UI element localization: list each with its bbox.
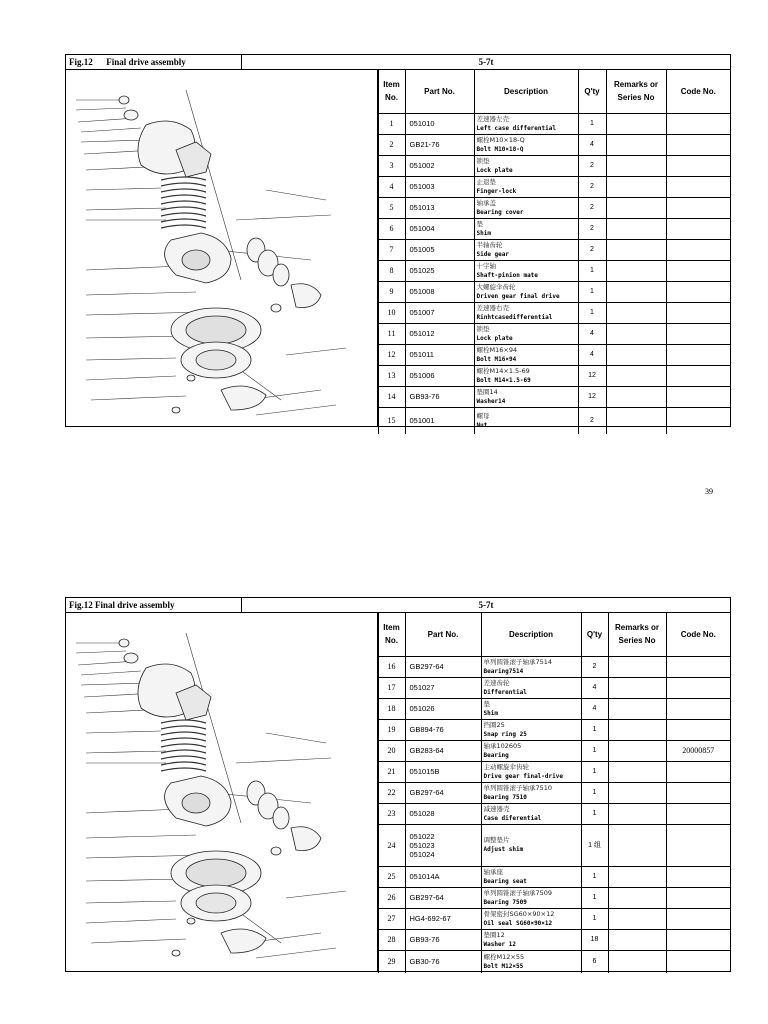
description-english: Bearing 7509	[483, 898, 527, 906]
table-row	[378, 929, 730, 950]
item-no-cell: 11	[378, 323, 405, 344]
remarks-cell	[608, 824, 666, 866]
qty-cell: 2	[578, 197, 606, 218]
code-no-cell	[666, 761, 730, 782]
qty-cell: 1	[581, 782, 608, 803]
description-chinese: 螺栓M14×1.5-69	[476, 366, 530, 375]
table-row	[378, 698, 730, 719]
table-row	[378, 719, 730, 740]
remarks-cell	[606, 134, 666, 155]
table-row	[378, 155, 730, 176]
description-chinese: 大螺旋伞齿轮	[476, 282, 516, 291]
description-english: Differential	[483, 688, 527, 696]
remarks-cell	[608, 719, 666, 740]
description-cell	[474, 239, 578, 260]
description-english: Rinhtcasedifferential	[476, 313, 553, 321]
description-english: Drive gear final-drive	[483, 772, 563, 780]
qty-cell: 4	[581, 677, 608, 698]
model-label: 5-7t	[478, 57, 494, 67]
part-no-cell: 051007	[405, 302, 474, 323]
description-cell	[481, 656, 581, 677]
description-english: Bearing7514	[483, 667, 524, 675]
part-no-cell: 051004	[405, 218, 474, 239]
description-cell	[481, 950, 581, 973]
description-chinese: 十字轴	[476, 261, 496, 270]
table-row	[378, 950, 730, 973]
description-english: Lock plate	[476, 166, 513, 174]
qty-cell: 1	[581, 803, 608, 824]
item-no-cell: 2	[378, 134, 405, 155]
qty-cell: 1	[578, 281, 606, 302]
item-no-cell: 5	[378, 197, 405, 218]
description-chinese: 骨架密封SG60×90×12	[483, 909, 555, 918]
description-cell	[474, 365, 578, 386]
part-no-cell: GB297-64	[405, 782, 481, 803]
description-chinese: 垫	[476, 219, 483, 228]
code-no-cell	[666, 113, 730, 134]
description-english: Bearing cover	[476, 208, 524, 216]
description-chinese: 垫	[483, 699, 490, 708]
part-no-cell: 051001	[405, 407, 474, 434]
parts-table-2	[378, 613, 731, 973]
code-no-cell	[666, 719, 730, 740]
remarks-cell	[606, 239, 666, 260]
item-no-cell: 6	[378, 218, 405, 239]
part-no-cell: 051027	[405, 677, 481, 698]
code-no-cell	[666, 155, 730, 176]
col-item-no: Item No.	[378, 613, 405, 656]
table-header-row	[378, 70, 730, 113]
qty-cell: 1	[581, 887, 608, 908]
code-no-cell	[666, 134, 730, 155]
description-english: Bearing seat	[483, 877, 527, 885]
item-no-cell: 24	[378, 824, 405, 866]
part-no-cell: GB297-64	[405, 887, 481, 908]
description-cell	[474, 197, 578, 218]
table-row	[378, 407, 730, 434]
qty-cell: 1	[578, 302, 606, 323]
code-no-cell	[666, 365, 730, 386]
description-english: Bolt M10×18-Q	[476, 145, 524, 153]
table-row	[378, 677, 730, 698]
description-chinese: 止退垫	[476, 177, 496, 186]
part-no-cell: GB894-76	[405, 719, 481, 740]
code-no-cell	[666, 407, 730, 434]
description-cell	[481, 929, 581, 950]
remarks-cell	[608, 740, 666, 761]
description-cell	[481, 719, 581, 740]
description-cell	[481, 887, 581, 908]
description-cell	[481, 698, 581, 719]
qty-cell: 1	[578, 260, 606, 281]
table-row	[378, 218, 730, 239]
qty-cell: 1	[581, 761, 608, 782]
description-chinese: 差速齿轮	[483, 678, 510, 687]
description-english: Bearing	[483, 751, 509, 759]
code-no-cell	[666, 656, 730, 677]
qty-cell: 4	[581, 698, 608, 719]
description-chinese: 轴承102605	[483, 741, 522, 750]
description-chinese: 轴承盖	[476, 198, 496, 207]
item-no-cell: 18	[378, 698, 405, 719]
description-cell	[474, 155, 578, 176]
description-chinese: 减速器壳	[483, 804, 510, 813]
description-cell	[474, 176, 578, 197]
part-no-cell: 051008	[405, 281, 474, 302]
col-description: Description	[474, 70, 578, 113]
part-no-cell: 051013	[405, 197, 474, 218]
description-cell	[474, 323, 578, 344]
code-no-cell	[666, 281, 730, 302]
qty-cell: 4	[578, 134, 606, 155]
qty-cell: 2	[581, 656, 608, 677]
description-english: Case diferential	[483, 814, 542, 822]
table-row	[378, 344, 730, 365]
figure-title: Fig.12 Final drive assembly	[66, 598, 242, 612]
code-no-cell	[666, 950, 730, 973]
description-chinese: 半轴齿轮	[476, 240, 503, 249]
table-row	[378, 866, 730, 887]
description-english: Adjust shim	[483, 846, 524, 853]
code-no-cell	[666, 698, 730, 719]
qty-cell: 4	[578, 323, 606, 344]
remarks-cell	[608, 929, 666, 950]
part-no-cell: GB21-76	[405, 134, 474, 155]
part-no-cell: GB30-76	[405, 950, 481, 973]
table-row	[378, 176, 730, 197]
item-no-cell: 12	[378, 344, 405, 365]
qty-cell: 2	[578, 218, 606, 239]
description-english: Driven gear final drive	[476, 292, 560, 300]
description-cell	[474, 302, 578, 323]
item-no-cell: 25	[378, 866, 405, 887]
col-item-no: Item No.	[378, 70, 405, 113]
remarks-cell	[608, 656, 666, 677]
part-no-cell: GB93-76	[405, 386, 474, 407]
code-no-cell	[666, 908, 730, 929]
page-number: 39	[705, 487, 713, 496]
description-cell	[481, 803, 581, 824]
table-row	[378, 365, 730, 386]
table-row	[378, 887, 730, 908]
col-part-no: Part No.	[405, 613, 481, 656]
description-cell	[474, 281, 578, 302]
part-no-cell: 051022 051023 051024	[405, 824, 481, 866]
item-no-cell: 23	[378, 803, 405, 824]
description-english: Left case differential	[476, 124, 556, 132]
part-no-cell: 051012	[405, 323, 474, 344]
table-row	[378, 782, 730, 803]
description-cell	[474, 113, 578, 134]
col-qty: Q'ty	[581, 613, 608, 656]
code-no-cell	[666, 824, 730, 866]
exploded-drawing	[66, 70, 378, 427]
description-english: Finger-lock	[476, 187, 517, 195]
qty-cell: 6	[581, 950, 608, 973]
qty-cell: 12	[578, 365, 606, 386]
part-no-cell: 051026	[405, 698, 481, 719]
qty-cell: 1	[581, 866, 608, 887]
qty-cell: 1 组	[581, 824, 608, 866]
col-description: Description	[481, 613, 581, 656]
description-chinese: 螺栓M10×18-Q	[476, 135, 525, 144]
remarks-cell	[606, 218, 666, 239]
description-chinese: 垫圈14	[476, 387, 498, 396]
remarks-cell	[606, 344, 666, 365]
remarks-cell	[606, 386, 666, 407]
qty-cell: 18	[581, 929, 608, 950]
description-cell	[481, 782, 581, 803]
remarks-cell	[608, 782, 666, 803]
item-no-cell: 10	[378, 302, 405, 323]
table-row	[378, 281, 730, 302]
description-chinese: 锁垫	[476, 156, 490, 165]
table-row	[378, 908, 730, 929]
table-row	[378, 656, 730, 677]
qty-cell: 2	[578, 176, 606, 197]
part-no-cell: 051011	[405, 344, 474, 365]
description-english: Side gear	[476, 250, 510, 258]
item-no-cell: 4	[378, 176, 405, 197]
code-no-cell	[666, 323, 730, 344]
description-cell	[481, 824, 581, 866]
col-remarks: Remarks or Series No	[608, 613, 666, 656]
code-no-cell	[666, 260, 730, 281]
description-chinese: 单列圆锥滚子轴承7510	[483, 783, 553, 792]
description-english: Washer14	[476, 397, 506, 405]
description-english: Lock plate	[476, 334, 513, 342]
item-no-cell: 29	[378, 950, 405, 973]
qty-cell: 2	[578, 407, 606, 434]
description-english: Oil seal SG60×90×12	[483, 919, 553, 927]
table-row	[378, 824, 730, 866]
code-no-cell	[666, 302, 730, 323]
table-row	[378, 260, 730, 281]
qty-cell: 1	[581, 740, 608, 761]
description-cell	[474, 344, 578, 365]
part-no-cell: 051025	[405, 260, 474, 281]
description-chinese: 螺母	[476, 411, 490, 420]
qty-cell: 2	[578, 155, 606, 176]
description-chinese: 调整垫片	[483, 836, 510, 844]
part-no-cell: 051015B	[405, 761, 481, 782]
code-no-cell	[666, 344, 730, 365]
code-no-cell	[666, 677, 730, 698]
table-body-2	[378, 656, 730, 973]
description-english: Snap ring 25	[483, 730, 527, 738]
item-no-cell: 7	[378, 239, 405, 260]
code-no-cell	[666, 197, 730, 218]
remarks-cell	[608, 950, 666, 973]
code-no-cell	[666, 887, 730, 908]
item-no-cell: 28	[378, 929, 405, 950]
item-no-cell: 16	[378, 656, 405, 677]
description-cell	[474, 134, 578, 155]
description-chinese: 轴承座	[483, 867, 503, 876]
item-no-cell: 22	[378, 782, 405, 803]
remarks-cell	[606, 323, 666, 344]
description-chinese: 垫圈12	[483, 930, 505, 939]
remarks-cell	[608, 677, 666, 698]
remarks-cell	[606, 365, 666, 386]
description-english: Bearing 7510	[483, 793, 527, 801]
remarks-cell	[608, 908, 666, 929]
remarks-cell	[606, 260, 666, 281]
parts-table-1	[378, 70, 731, 434]
part-no-cell: 051010	[405, 113, 474, 134]
description-chinese: 挡圈25	[483, 720, 505, 729]
item-no-cell: 19	[378, 719, 405, 740]
description-cell	[481, 866, 581, 887]
parts-sheet-2	[65, 597, 731, 972]
description-chinese: 锁垫	[476, 324, 490, 333]
figure-title: Fig.12 Final drive assembly	[66, 55, 242, 69]
part-no-cell: 051002	[405, 155, 474, 176]
qty-cell: 12	[578, 386, 606, 407]
final-drive-exploded-view	[66, 613, 377, 972]
qty-cell: 1	[581, 908, 608, 929]
part-no-cell: GB93-76	[405, 929, 481, 950]
part-no-cell: GB283-64	[405, 740, 481, 761]
item-no-cell: 27	[378, 908, 405, 929]
table-row	[378, 803, 730, 824]
description-english: Nut	[476, 421, 488, 429]
table-row	[378, 239, 730, 260]
code-no-cell	[666, 176, 730, 197]
col-qty: Q'ty	[578, 70, 606, 113]
sheet-title-row	[66, 598, 730, 613]
col-remarks: Remarks or Series No	[606, 70, 666, 113]
description-chinese: 单列圆锥滚子轴承7514	[483, 657, 553, 666]
table-row	[378, 740, 730, 761]
parts-sheet-1	[65, 54, 731, 427]
code-no-cell	[666, 782, 730, 803]
part-no-cell: 051006	[405, 365, 474, 386]
remarks-cell	[606, 155, 666, 176]
remarks-cell	[608, 761, 666, 782]
remarks-cell	[608, 803, 666, 824]
part-no-cell: GB297-64	[405, 656, 481, 677]
description-chinese: 差速器左壳	[476, 114, 509, 123]
remarks-cell	[606, 113, 666, 134]
table-row	[378, 386, 730, 407]
table-row	[378, 197, 730, 218]
code-no-cell	[666, 929, 730, 950]
description-english: Bolt M14×1.5-69	[476, 376, 531, 384]
col-code-no: Code No.	[666, 70, 730, 113]
part-no-cell: 051014A	[405, 866, 481, 887]
table-row	[378, 323, 730, 344]
description-chinese: 单列圆锥滚子轴承7509	[483, 888, 553, 897]
part-no-cell: 051028	[405, 803, 481, 824]
qty-cell: 1	[581, 719, 608, 740]
item-no-cell: 15	[378, 407, 405, 434]
item-no-cell: 1	[378, 113, 405, 134]
table-row	[378, 134, 730, 155]
description-english: Shim	[483, 709, 498, 717]
table-row	[378, 302, 730, 323]
code-no-cell	[666, 866, 730, 887]
code-no-cell	[666, 386, 730, 407]
description-english: Shaft-pinion mate	[476, 271, 538, 279]
description-cell	[481, 677, 581, 698]
remarks-cell	[608, 866, 666, 887]
qty-cell: 1	[578, 113, 606, 134]
remarks-cell	[608, 698, 666, 719]
qty-cell: 4	[578, 344, 606, 365]
remarks-cell	[606, 176, 666, 197]
qty-cell: 2	[578, 239, 606, 260]
description-english: Bolt M12×55	[483, 962, 524, 970]
table-body-1	[378, 113, 730, 434]
item-no-cell: 20	[378, 740, 405, 761]
table-row	[378, 761, 730, 782]
remarks-cell	[606, 407, 666, 434]
col-code-no: Code No.	[666, 613, 730, 656]
code-no-cell: 20000857	[666, 740, 730, 761]
description-chinese: 螺栓M16×94	[476, 345, 518, 354]
item-no-cell: 26	[378, 887, 405, 908]
description-cell	[481, 740, 581, 761]
item-no-cell: 8	[378, 260, 405, 281]
item-no-cell: 14	[378, 386, 405, 407]
item-no-cell: 3	[378, 155, 405, 176]
table-row	[378, 113, 730, 134]
table-header-row	[378, 613, 730, 656]
remarks-cell	[606, 302, 666, 323]
description-cell	[481, 908, 581, 929]
col-part-no: Part No.	[405, 70, 474, 113]
sheet-title-row	[66, 55, 730, 70]
part-no-cell: 051005	[405, 239, 474, 260]
model-label: 5-7t	[478, 600, 494, 610]
final-drive-exploded-view	[66, 70, 377, 427]
exploded-drawing	[66, 613, 378, 972]
description-chinese: 主动螺旋伞齿轮	[483, 762, 529, 771]
part-no-cell: 051003	[405, 176, 474, 197]
item-no-cell: 21	[378, 761, 405, 782]
description-chinese: 差速器右壳	[476, 303, 509, 312]
description-english: Washer 12	[483, 940, 517, 948]
code-no-cell	[666, 239, 730, 260]
code-no-cell	[666, 803, 730, 824]
description-english: Bolt M16×94	[476, 355, 517, 363]
remarks-cell	[608, 887, 666, 908]
description-chinese: 螺栓M12×55	[483, 952, 525, 961]
part-no-cell: HG4-692-67	[405, 908, 481, 929]
remarks-cell	[606, 197, 666, 218]
item-no-cell: 9	[378, 281, 405, 302]
code-no-cell	[666, 218, 730, 239]
description-cell	[474, 386, 578, 407]
item-no-cell: 13	[378, 365, 405, 386]
description-english: Shim	[476, 229, 491, 237]
description-cell	[474, 407, 578, 434]
description-cell	[481, 761, 581, 782]
remarks-cell	[606, 281, 666, 302]
item-no-cell: 17	[378, 677, 405, 698]
description-cell	[474, 218, 578, 239]
description-cell	[474, 260, 578, 281]
